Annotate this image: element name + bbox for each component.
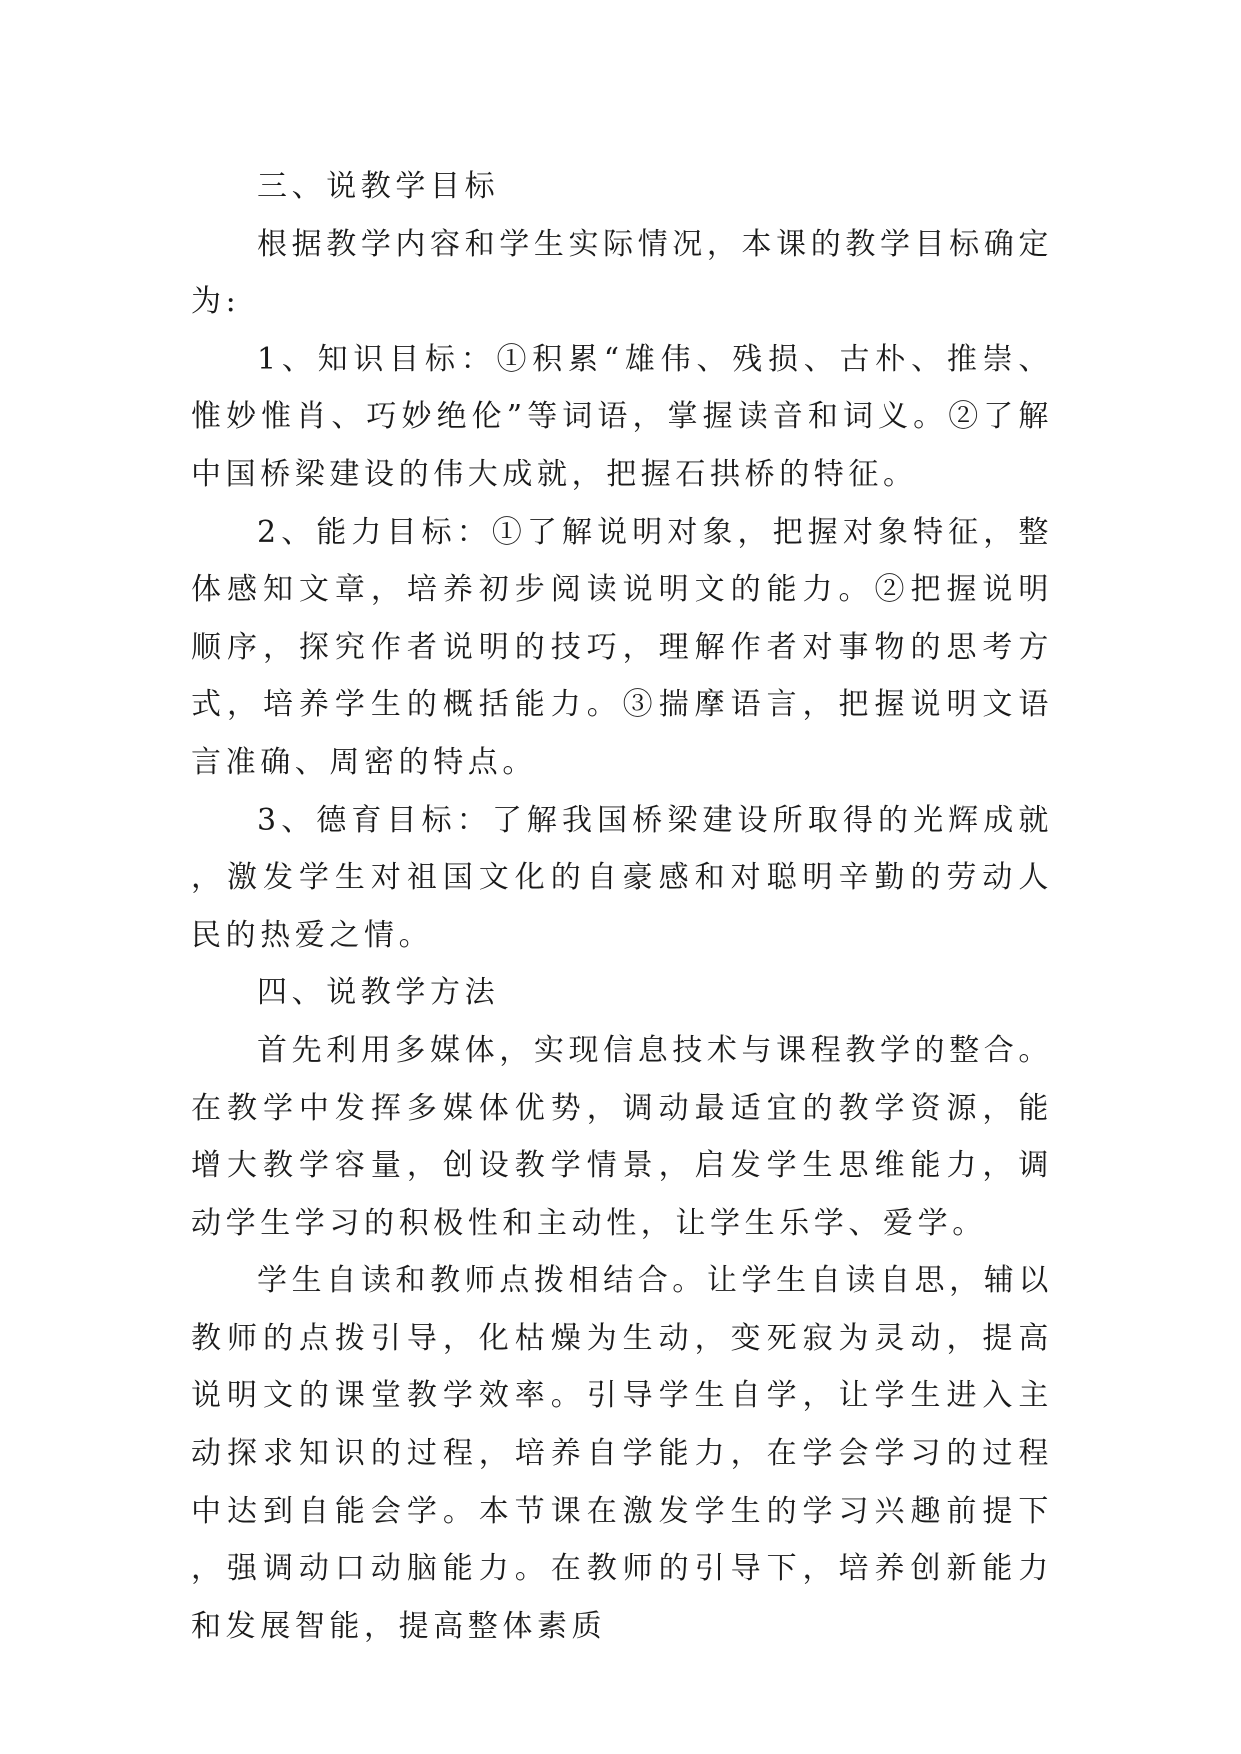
paragraph-self-study-method: 学生自读和教师点拨相结合。让学生自读自思，辅以教师的点拨引导，化枯燥为生动，变死寂为灵动，提高说明文的课堂教学效率。引导学生自学，让学生进入主动探求知识的过程，培养自学能力，在学会学习的过程中达到自能会学。本节课在激发学生的学习兴趣前提下，强调动口动脑能力。在教师的引导下，培养创新能力和发展智能，提高整体素质 <box>191 1263 1053 1644</box>
paragraph-goals-intro: 根据教学内容和学生实际情况，本课的教学目标确定为: <box>191 226 1053 320</box>
section-heading-teaching-goals: 三、说教学目标 <box>257 169 500 204</box>
paragraph-knowledge-goal: 1、知识目标：①积累“雄伟、残损、古朴、推崇、惟妙惟肖、巧妙绝伦”等词语，掌握读音和词义。②了解中国桥梁建设的伟大成就，把握石拱桥的特征。 <box>191 341 1053 492</box>
paragraph-moral-goal: 3、德育目标：了解我国桥梁建设所取得的光辉成就，激发学生对祖国文化的自豪感和对聪明辛勤的劳动人民的热爱之情。 <box>191 802 1053 953</box>
paragraph-ability-goal: 2、能力目标：①了解说明对象，把握对象特征，整体感知文章，培养初步阅读说明文的能力。②把握说明顺序，探究作者说明的技巧，理解作者对事物的思考方式，培养学生的概括能力。③揣摩语言，把握说明文语言准确、周密的特点。 <box>191 514 1053 780</box>
paragraph-multimedia-method: 首先利用多媒体，实现信息技术与课程教学的整合。在教学中发挥多媒体优势，调动最适宜的教学资源，能增大教学容量，创设教学情景，启发学生思维能力，调动学生学习的积极性和主动性，让学生乐学、爱学。 <box>191 1032 1053 1241</box>
section-heading-teaching-methods: 四、说教学方法 <box>257 975 500 1011</box>
document-body <box>191 158 1053 1655</box>
